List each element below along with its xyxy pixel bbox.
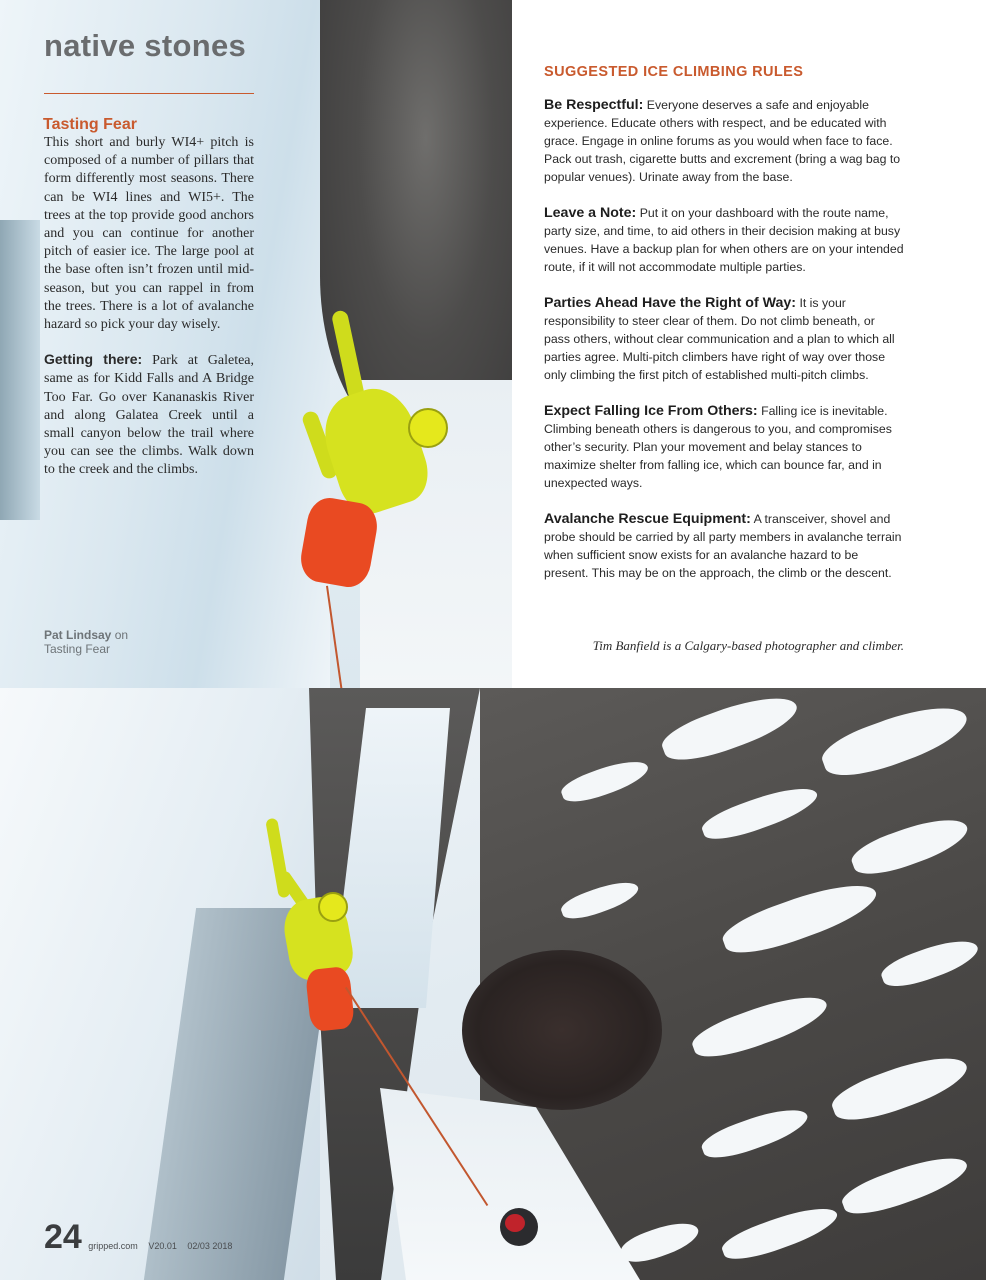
rule-item bbox=[544, 510, 904, 582]
folio bbox=[44, 1218, 240, 1257]
rule-heading: Avalanche Rescue Equipment: bbox=[544, 511, 751, 527]
rule-item bbox=[544, 204, 904, 276]
rule-text: Put it on your dashboard with the route name, party size, and time, to aid others in their decision making at busy venues. Have a backup plan for when others are on your intended route, if it will not accommodate multiple parties. bbox=[544, 206, 904, 274]
climber-helmet bbox=[408, 408, 448, 448]
getting-there-text: Park at Galetea, same as for Kidd Falls and A Bridge Too Far. Go over Kananaskis River and along Galatea Creek until a small canyon below the trail where you can see the climbs. Walk down to the creek and the climbs. bbox=[44, 353, 255, 478]
climber-pants bbox=[305, 966, 355, 1032]
route-description bbox=[44, 116, 254, 480]
rule-heading: Parties Ahead Have the Right of Way: bbox=[544, 295, 797, 311]
folio-date: 02/03 2018 bbox=[187, 1241, 233, 1251]
folio-site: gripped.com bbox=[88, 1241, 138, 1251]
rule-heading: Be Respectful: bbox=[544, 97, 644, 113]
climber-helmet bbox=[318, 892, 348, 922]
rule-text: It is your responsibility to steer clear of them. Do not climb beneath, or pass others, without clear communication and a plan to which all parties agree. Multi-pitch climbers have right of way over those only climbing the first pitch of established multi-pitch climbs. bbox=[544, 296, 895, 382]
caption-photographer: Pat Lindsay bbox=[44, 628, 112, 642]
photo-caption bbox=[44, 628, 128, 656]
rules-title: SUGGESTED ICE CLIMBING RULES bbox=[544, 64, 804, 80]
section-title: native stones bbox=[44, 28, 247, 63]
caption-on: on bbox=[114, 628, 129, 642]
author-byline: Tim Banfield is a Calgary-based photographer and climber. bbox=[592, 638, 904, 653]
rule-heading: Leave a Note: bbox=[544, 205, 637, 221]
photo-climber-canyon bbox=[0, 688, 986, 1280]
route-heading: Tasting Fear bbox=[43, 116, 137, 133]
getting-there-label: Getting there: bbox=[44, 351, 143, 368]
rule-item bbox=[544, 402, 904, 492]
climber-figure bbox=[250, 808, 380, 1038]
rule-item bbox=[544, 294, 904, 384]
page-number: 24 bbox=[44, 1218, 82, 1256]
rule-item bbox=[544, 96, 904, 186]
rule-text: Everyone deserves a safe and enjoyable experience. Educate others with respect, and be educated with grace. Engage in online forums as you would when face to face. Pack out trash, cigarette butts and excrement (bring a wag bag to popular venues). Urinate away from the base. bbox=[544, 98, 901, 184]
caption-route: Tasting Fear bbox=[44, 642, 111, 656]
folio-meta bbox=[88, 1241, 240, 1251]
climber-arm bbox=[331, 309, 365, 400]
rules-list bbox=[544, 96, 904, 600]
climber-figure bbox=[290, 300, 460, 600]
getting-there-paragraph bbox=[44, 350, 254, 479]
rope-pile bbox=[505, 1214, 525, 1232]
ice-shadow bbox=[0, 220, 40, 520]
canyon-pool bbox=[462, 950, 662, 1110]
climber-pants bbox=[297, 495, 381, 591]
rule-text: A transceiver, shovel and probe should be carried by all party members in avalanche terrain when sufficient snow exists for an avalanche hazard to be present. This may be on the approach, the climb or the descent. bbox=[544, 512, 902, 580]
rule-text: Falling ice is inevitable. Climbing beneath others is dangerous to you, and compromises other’s security. Plan your movement and belay stances to maximize shelter from falling ice, which can bounce far, and in unexpected ways. bbox=[544, 404, 892, 490]
folio-volume: V20.01 bbox=[148, 1241, 177, 1251]
rule-heading: Expect Falling Ice From Others: bbox=[544, 403, 758, 419]
route-body: This short and burly WI4+ pitch is composed of a number of pillars that form differently most seasons. There can be WI4 lines and WI5+. The trees at the top provide good anchors and you can continue for another pitch of easier ice. The large pool at the base often isn’t frozen until mid-season, but you can rappel in from the trees. There is a lot of avalanche hazard so pick your day wisely. bbox=[44, 135, 254, 333]
header-divider bbox=[44, 93, 254, 94]
